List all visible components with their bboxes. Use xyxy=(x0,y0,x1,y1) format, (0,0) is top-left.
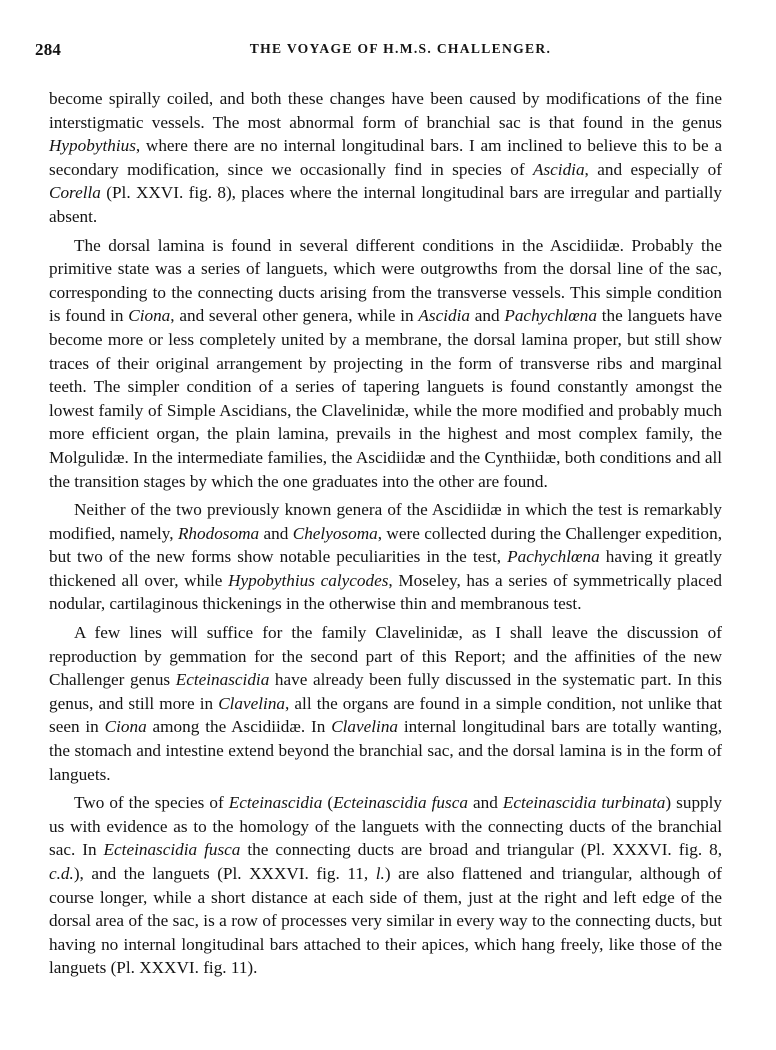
italic-term: l. xyxy=(375,864,385,883)
italic-term: Ecteinascidia fusca xyxy=(333,793,468,813)
text-run: Neither of the two previously known genera of the Ascidiidæ in which the test is remarkably modified, namely, xyxy=(49,500,722,543)
text-run: the languets have become more or less completely united by a membrane, the dorsal lamina proper, but still show traces of their original arrangement by projecting in the form of transverse ribs and marginal teeth. The simpler condition of a series of tapering languets is found constantly amongst the lowest family of Simple Ascidians, the Clavelinidæ, while the more modified and probably much more efficient organ, the plain lamina, prevails in the highest and most complex family, the Molgulidæ. In the intermediate families, the Ascidiidæ and the Cynthiidæ, both conditions and all the transition stages by which the one graduates into the other are found. xyxy=(49,306,722,491)
italic-term: Hypobythius calycodes xyxy=(228,570,389,590)
italic-term: Pachychlœna xyxy=(504,306,597,326)
text-run: , all the organs are found in a simple condition, not unlike that seen in xyxy=(49,693,723,737)
italic-term: Rhodosoma xyxy=(177,523,260,543)
text-run: become spirally coiled, and both these changes have been caused by modifications of the fine interstigmatic vessels. The most abnormal form of branchial sac is that found in the genus xyxy=(49,89,722,132)
page-header xyxy=(35,40,722,66)
italic-term: Ciona xyxy=(104,717,147,737)
text-run: have already been fully discussed in the systematic part. In this genus, and still more in xyxy=(49,670,722,713)
italic-term: Corella xyxy=(49,183,101,203)
italic-term: Ecteinascidia turbinata xyxy=(502,793,666,813)
italic-term: Clavelina xyxy=(218,693,286,713)
document-page xyxy=(35,40,723,985)
italic-term: Ciona xyxy=(128,306,171,326)
text-run: internal longitudinal bars are totally wanting, the stomach and intestine extend beyond the branchial sac, and the dorsal lamina is in the form of languets. xyxy=(49,717,723,784)
text-run: the connecting ducts are broad and triangular (Pl. XXXVI. fig. 8, xyxy=(240,840,722,860)
text-run: (Pl. XXVI. fig. 8), places where the internal longitudinal bars are irregular and partially absent. xyxy=(49,183,722,226)
paragraph xyxy=(49,87,722,229)
paragraph xyxy=(49,234,722,494)
text-run: ( xyxy=(322,793,334,813)
italic-term: Ecteinascidia fusca xyxy=(103,840,241,860)
text-run: , Moseley, has a series of symmetrically placed nodular, cartilaginous thickenings in the otherwise thin and membranous test. xyxy=(49,570,722,614)
italic-term: Ascidia xyxy=(418,306,470,326)
italic-term: Ascidia xyxy=(532,159,585,179)
italic-term: c.d. xyxy=(49,864,74,883)
italic-term: Pachychlœna xyxy=(507,547,600,567)
text-run: and xyxy=(467,793,503,813)
italic-term: Hypobythius xyxy=(49,136,136,156)
text-run: , and several other genera, while in xyxy=(170,306,419,326)
text-run: Two of the species of xyxy=(74,793,229,813)
page-number: 284 xyxy=(35,40,62,59)
text-run: ) supply us with evidence as to the homology of the languets with the connecting ducts of the branchial sac. In xyxy=(49,793,722,860)
text-run: among the Ascidiidæ. In xyxy=(146,717,332,737)
text-run: , where there are no internal longitudinal bars. I am inclined to believe this to be a secondary modification, since we occasionally find in species of xyxy=(49,136,722,179)
body-text xyxy=(49,87,722,980)
text-run: , and especially of xyxy=(584,159,722,179)
paragraph xyxy=(49,791,722,980)
running-head: THE VOYAGE OF H.M.S. CHALLENGER. xyxy=(249,41,552,56)
italic-term: Chelyosoma xyxy=(292,523,378,543)
paragraph xyxy=(49,621,722,786)
text-run: and xyxy=(469,306,505,326)
text-run: and xyxy=(259,523,293,543)
italic-term: Clavelina xyxy=(331,717,399,737)
text-run: , were collected during the Challenger expedition, but two of the new forms show notable peculiarities in the test, xyxy=(49,523,723,567)
italic-term: Ecteinascidia xyxy=(175,670,270,690)
text-run: ) are also flattened and triangular, although of course longer, while a short distance at each side of them, just at the right and left edge of the dorsal area of the sac, is a row of processes very similar in every way to the connecting ducts, but having no internal longitudinal bars attached to their apices, which hang freely, like those of the languets (Pl. XXXVI. fig. 11). xyxy=(49,864,722,978)
text-run: ), and the languets (Pl. XXXVI. fig. 11, xyxy=(73,864,376,883)
text-run: The dorsal lamina is found in several different conditions in the Ascidiidæ. Probably the primitive state was a series of languets, which were outgrowths from the dorsal line of the sac, corresponding to the connecting ducts arising from the transverse vessels. This simple condition is found in xyxy=(49,235,722,326)
italic-term: Ecteinascidia xyxy=(228,793,323,813)
text-run: having it greatly thickened all over, while xyxy=(49,547,722,590)
text-run: A few lines will suffice for the family Clavelinidæ, as I shall leave the discussion of reproduction by gemmation for the second part of this Report; and the affinities of the new Challenger genus xyxy=(49,623,722,690)
paragraph xyxy=(49,498,722,616)
